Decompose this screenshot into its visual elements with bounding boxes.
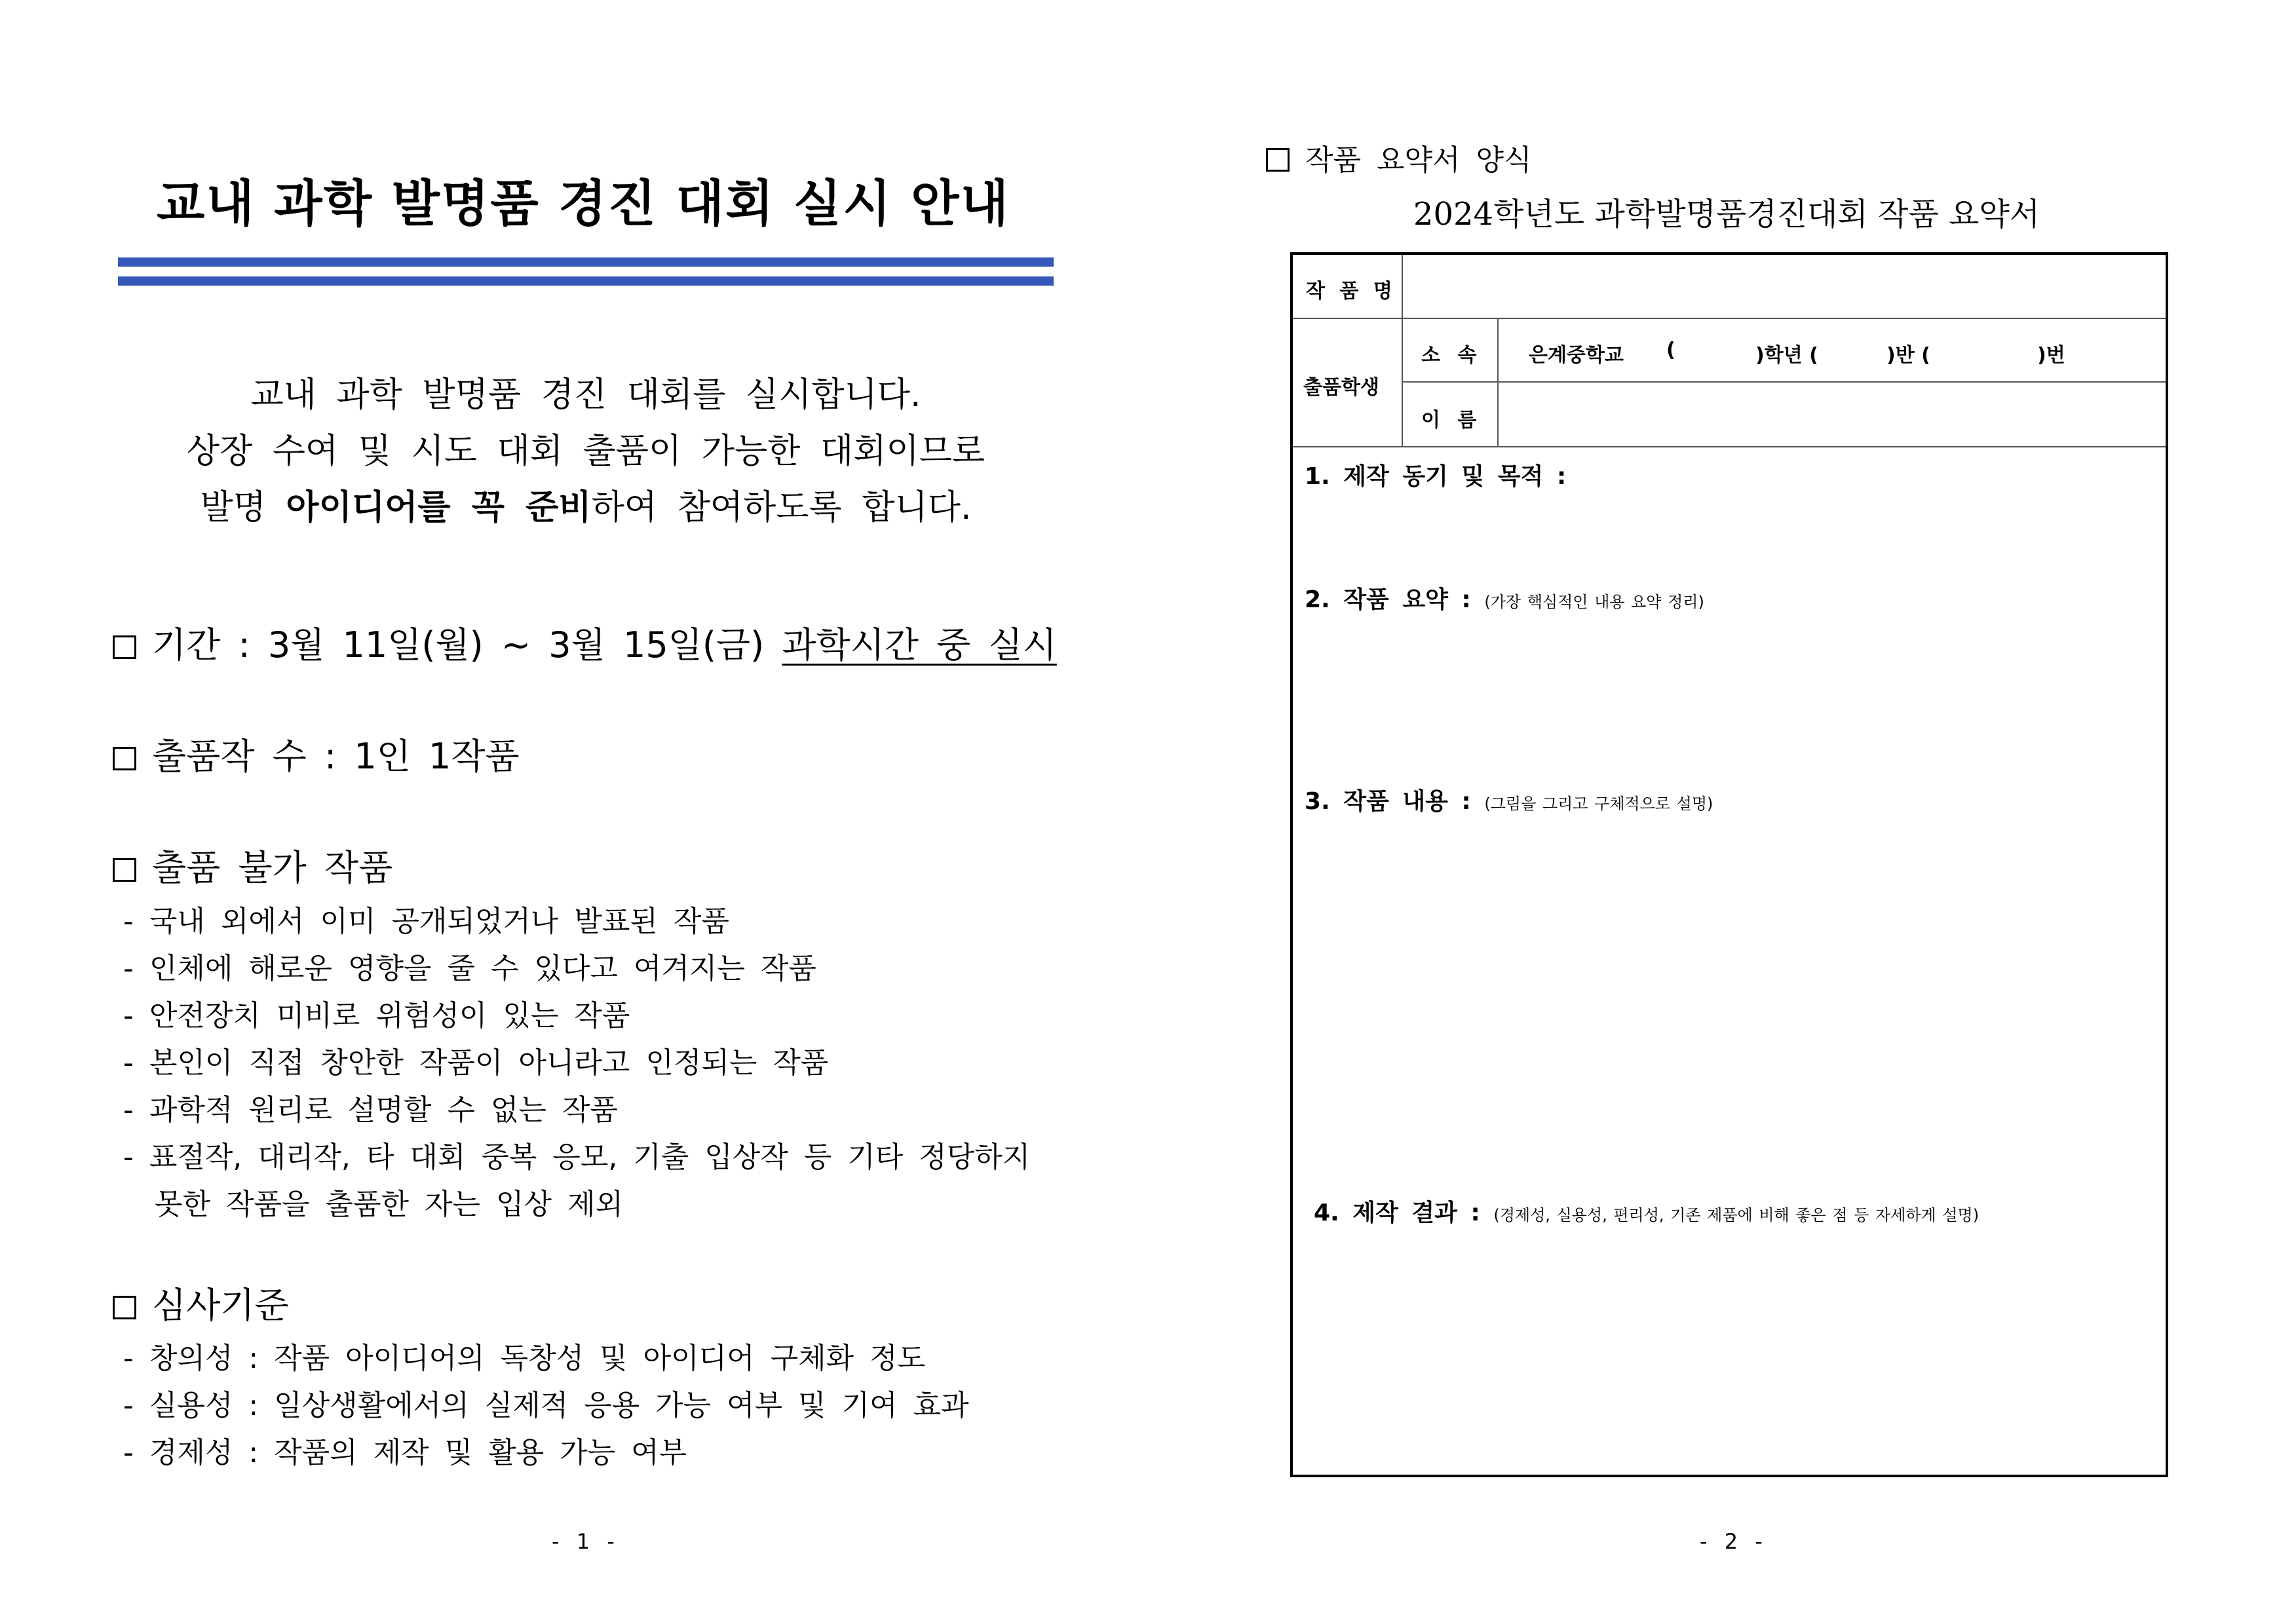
column-divider (1402, 255, 1403, 446)
checkbox-square-icon (113, 858, 136, 882)
row-divider (1402, 381, 2166, 383)
section-result-hint: (경제성, 실용성, 편리성, 기존 제품에 비해 좋은 점 등 자세하게 설명) (1493, 1206, 1980, 1224)
affiliation-label: 소 속 (1421, 344, 1482, 367)
checkbox-square-icon (1266, 148, 1290, 172)
ineligible-item-6: - 표절작, 대리작, 타 대회 중복 응모, 기출 입상작 등 기타 정당하지 (123, 1141, 1031, 1174)
section-motivation-title: 1. 제작 동기 및 목적 : (1305, 463, 1567, 490)
ineligible-item-6-cont: 못한 작품을 출품한 자는 입상 제외 (155, 1188, 623, 1221)
section-summary (1305, 581, 1704, 614)
row-divider (1293, 318, 2166, 319)
title-rule-bottom (118, 276, 1054, 286)
ineligible-item-2: - 인체에 해로운 영향을 줄 수 있다고 여겨지는 작품 (123, 952, 816, 985)
section-summary-title: 2. 작품 요약 : (1305, 586, 1471, 613)
row-divider (1293, 446, 2166, 447)
criteria-heading (113, 1277, 289, 1328)
ineligible-item-4: - 본인이 직접 창안한 작품이 아니라고 인정되는 작품 (123, 1046, 829, 1080)
form-caption-label: 작품 요약서 양식 (1305, 143, 1532, 177)
intro-line-3-emphasis: 아이디어를 꼭 준비 (286, 488, 592, 527)
form-caption (1266, 136, 1532, 178)
criteria-item-2: - 실용성 : 일상생활에서의 실제적 응용 가능 여부 및 기여 효과 (123, 1389, 969, 1422)
ineligible-item-3: - 안전장치 미비로 위험성이 있는 작품 (123, 999, 630, 1032)
ineligible-heading (113, 840, 392, 890)
section-motivation (1305, 458, 1566, 491)
intro-line-3-start: 발명 (200, 488, 286, 527)
criteria-heading-label: 심사기준 (152, 1285, 289, 1326)
section-result-title: 4. 제작 결과 : (1314, 1199, 1480, 1226)
intro-line-1: 교내 과학 발명품 경진 대회를 실시합니다. (250, 375, 921, 415)
section-result (1314, 1194, 1979, 1228)
ineligible-item-5: - 과학적 원리로 설명할 수 없는 작품 (123, 1093, 618, 1127)
notice-title: 교내 과학 발명품 경진 대회 실시 안내 (157, 174, 1010, 233)
criteria-item-1: - 창의성 : 작품 아이디어의 독창성 및 아이디어 구체화 정도 (123, 1342, 926, 1375)
ineligible-heading-label: 출품 불가 작품 (152, 847, 393, 888)
section-content-hint: (그림을 그리고 구체적으로 설명) (1484, 795, 1713, 813)
period-label: 기간 : 3월 11일(월) ~ 3월 15일(금) (152, 624, 782, 666)
grade-open: ( (1666, 339, 1675, 362)
page-number-2: - 2 - (1700, 1529, 1768, 1554)
section-content (1305, 783, 1713, 816)
school-name: 은계중학교 (1529, 344, 1624, 367)
summary-form (1290, 252, 2168, 1477)
entries-label: 출품작 수 : 1인 1작품 (152, 736, 520, 777)
section-content-title: 3. 작품 내용 : (1305, 788, 1471, 815)
ineligible-item-1: - 국내 외에서 이미 공개되었거나 발표된 작품 (123, 905, 729, 938)
student-label: 출품학생 (1303, 376, 1379, 399)
period-heading (113, 617, 1057, 668)
section-summary-hint: (가장 핵심적인 내용 요약 정리) (1484, 593, 1704, 611)
column-divider (1497, 318, 1499, 446)
criteria-item-3: - 경제성 : 작품의 제작 및 활용 가능 여부 (123, 1436, 687, 1469)
entries-heading (113, 728, 520, 779)
intro-paragraph (118, 367, 1054, 536)
title-rule-top (118, 257, 1054, 267)
intro-line-3-end: 하여 참여하도록 합니다. (591, 488, 972, 527)
checkbox-square-icon (113, 635, 136, 659)
class-field: )반 ( (1886, 344, 1930, 367)
number-field: )번 (2037, 344, 2065, 367)
grade-field: )학년 ( (1755, 344, 1818, 367)
work-name-label: 작 품 명 (1306, 280, 1396, 303)
name-label: 이 름 (1421, 409, 1482, 432)
page-number-1: - 1 - (552, 1529, 620, 1554)
intro-line-2: 상장 수여 및 시도 대회 출품이 가능한 대회이므로 (186, 432, 985, 471)
period-underlined: 과학시간 중 실시 (782, 624, 1057, 666)
intro-line-3 (118, 480, 1054, 536)
checkbox-square-icon (113, 747, 136, 770)
form-title: 2024학년도 과학발명품경진대회 작품 요약서 (1413, 196, 2040, 233)
checkbox-square-icon (113, 1296, 136, 1319)
